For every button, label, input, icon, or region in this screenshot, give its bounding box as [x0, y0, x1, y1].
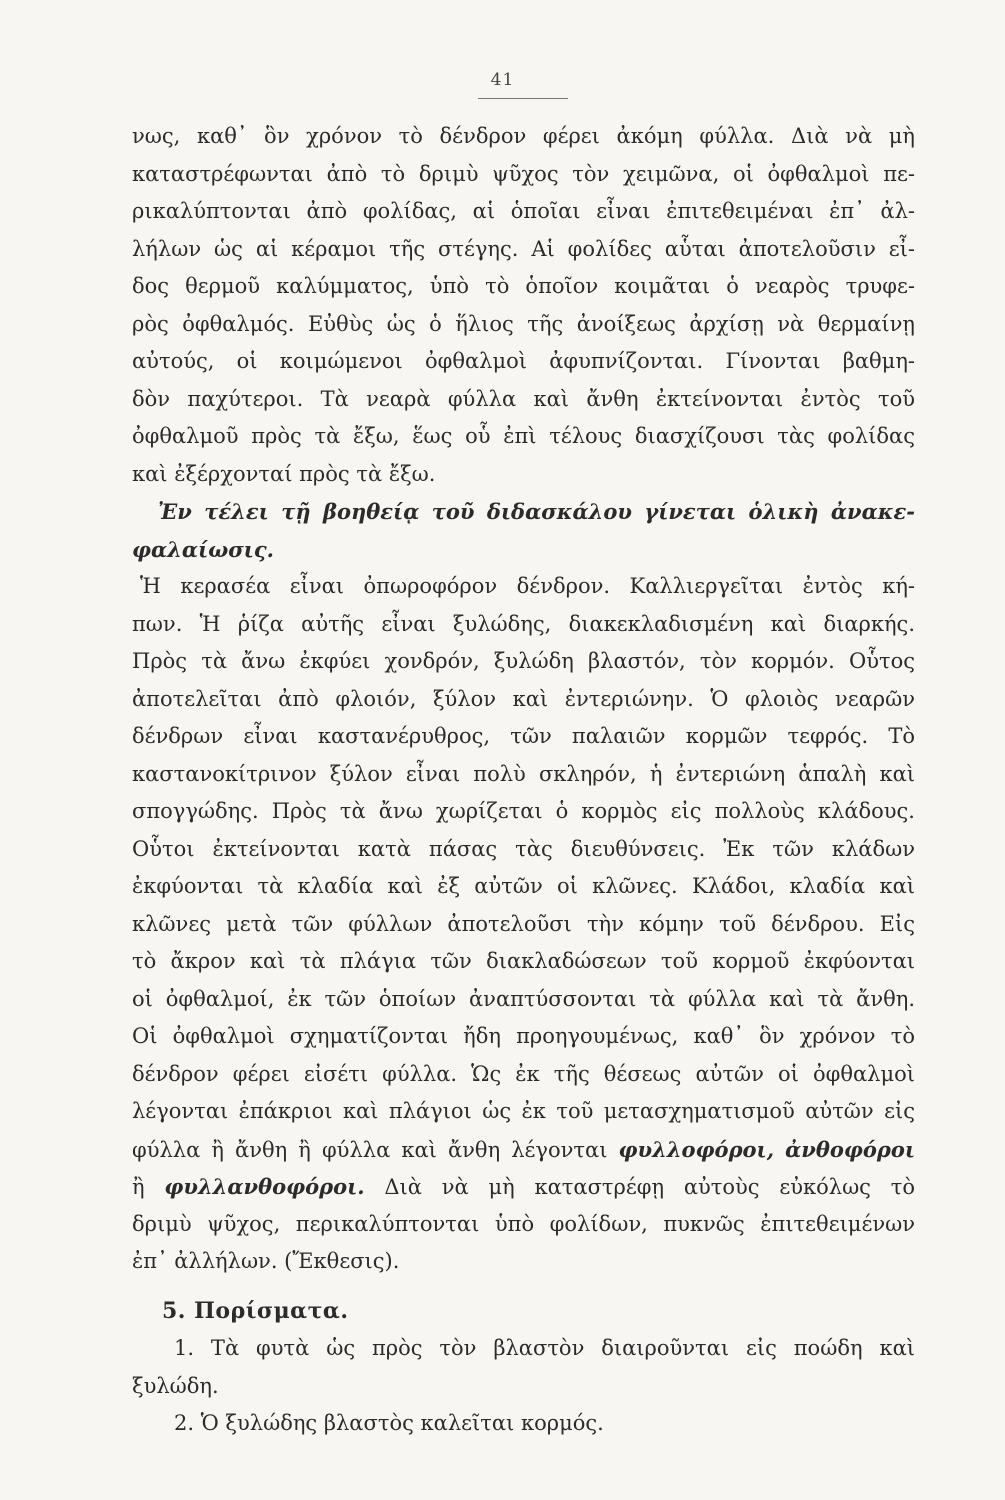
text-line: δένδρων εἶναι καστανέρυθρος, τῶν παλαιῶν κορμῶν τεφρός. Τὸ — [132, 724, 915, 748]
text-line: λέγονται ἐπάκριοι καὶ πλάγιοι ὡς ἐκ τοῦ μετασχηματισμοῦ αὐτῶν εἰς — [132, 1099, 915, 1123]
text-line: ἐκφύονται τὰ κλαδία καὶ ἐξ αὐτῶν οἱ κλῶνες. Κλάδοι, κλαδία καὶ — [132, 874, 915, 898]
text-segment: Διὰ νὰ μὴ καταστρέφῃ αὐτοὺς εὐκόλως τὸ — [364, 1175, 915, 1199]
text-line: Οἱ ὀφθαλμοὶ σχηματίζονται ἤδη προηγουμένως, καθ᾽ ὃν χρόνον τὸ — [132, 1024, 915, 1048]
text-line: νως, καθ᾽ ὃν χρόνον τὸ δένδρον φέρει ἀκόμη φύλλα. Διὰ νὰ μὴ — [132, 124, 915, 148]
conclusion-item-2: 2. Ὁ ξυλώδης βλαστὸς καλεῖται κορμός. — [174, 1411, 604, 1435]
text-line: οἱ ὀφθαλμοί, ἐκ τῶν ὁποίων ἀναπτύσσονται τὰ φύλλα καὶ τὰ ἄνθη. — [132, 986, 915, 1011]
paragraph-bud-protection — [132, 118, 915, 493]
text-line: δριμὺ ψῦχος, περικαλύπτονται ὑπὸ φολίδων, πυκνῶς ἐπιτεθειμένων — [132, 1211, 915, 1236]
term-anthophoroi: ἀνθοφόροι — [785, 1136, 915, 1162]
term-phyllophoroi: φυλλοφόροι, — [618, 1136, 775, 1162]
text-line: λήλων ὡς αἱ κέραμοι τῆς στέγης. Αἱ φολίδες αὗται ἀποτελοῦσιν εἶ- — [132, 236, 915, 261]
text-line: ρὸς ὀφθαλμός. Εὐθὺς ὡς ὁ ἥλιος τῆς ἀνοίξεως ἀρχίσῃ νὰ θερμαίνῃ — [132, 311, 915, 336]
text-line: ἐπ᾽ ἀλλήλων. (Ἔκθεσις). — [132, 1249, 400, 1273]
text-line: σπογγώδης. Πρὸς τὰ ἄνω χωρίζεται ὁ κορμὸς εἰς πολλοὺς κλάδους. — [132, 799, 915, 823]
text-line: ρικαλύπτονται ἀπὸ φολίδας, αἱ ὁποῖαι εἶναι ἐπιτεθειμέναι ἐπ᾽ ἀλ- — [132, 199, 915, 223]
text-line: καὶ ἐξέρχονταί πρὸς τὰ ἔξω. — [132, 461, 436, 486]
text-line: πων. Ἡ ῥίζα αὐτῆς εἶναι ξυλώδης, διακεκλαδισμένη καὶ διαρκής. — [132, 611, 915, 636]
section-heading-conclusions: 5. Πορίσματα. — [162, 1297, 349, 1324]
text-line: καταστρέφωνται ἀπὸ τὸ δριμὺ ψῦχος τὸν χειμῶνα, οἱ ὀφθαλμοὶ πε- — [132, 161, 915, 186]
paragraph-cherry-tree — [132, 568, 915, 1281]
page-number-rule — [478, 98, 568, 99]
text-line: δὸν παχύτεροι. Τὰ νεαρὰ φύλλα καὶ ἄνθη ἐκτείνονται ἐντὸς τοῦ — [132, 386, 915, 411]
text-segment: φύλλα ἢ ἄνθη ἢ φύλλα καὶ ἄνθη λέγονται — [132, 1137, 619, 1162]
conclusions-list — [132, 1330, 915, 1443]
term-phyllanthophoroi: φυλλανθοφόροι. — [164, 1174, 365, 1199]
text-line: αὐτούς, οἱ κοιμώμενοι ὀφθαλμοὶ ἀφυπνίζονται. Γίνονται βαθμη- — [132, 349, 915, 373]
text-line: ἀποτελεῖται ἀπὸ φλοιόν, ξύλον καὶ ἐντεριώνην. Ὁ φλοιὸς νεαρῶν — [132, 686, 915, 711]
text-line-with-terms — [132, 1168, 915, 1206]
summary-heading-line: Ἐν τέλει τῇ βοηθείᾳ τοῦ διδασκάλου γίνεται ὁλικὴ ἀνακε- — [158, 499, 915, 524]
text-line: κλῶνες μετὰ τῶν φύλλων ἀποτελοῦσι τὴν κόμην τοῦ δένδρου. Εἰς — [132, 911, 915, 936]
text-line: δος θερμοῦ καλύμματος, ὑπὸ τὸ ὁποῖον κοιμᾶται ὁ νεαρὸς τρυφε- — [132, 274, 915, 298]
text-segment: ἢ — [132, 1175, 165, 1199]
text-line: δένδρον φέρει εἰσέτι φύλλα. Ὡς ἐκ τῆς θέσεως αὐτῶν οἱ ὀφθαλμοὶ — [132, 1061, 915, 1086]
conclusion-item-1-continuation: ξυλώδη. — [132, 1373, 219, 1398]
page-number: 41 — [490, 70, 515, 90]
conclusion-item-1: 1. Τὰ φυτὰ ὡς πρὸς τὸν βλαστὸν διαιροῦνται εἰς ποώδη καὶ — [174, 1336, 915, 1360]
text-line: Πρὸς τὰ ἄνω ἐκφύει χονδρόν, ξυλώδη βλαστόν, τὸν κορμόν. Οὗτος — [132, 649, 915, 673]
page-body — [132, 118, 915, 1443]
text-line: Ἡ κερασέα εἶναι ὀπωροφόρον δένδρον. Καλλιεργεῖται ἐντὸς κή- — [140, 574, 915, 598]
text-line: Οὗτοι ἐκτείνονται κατὰ πάσας τὰς διευθύνσεις. Ἐκ τῶν κλάδων — [132, 836, 915, 861]
text-line: καστανοκίτρινον ξύλον εἶναι πολὺ σκληρόν, ἡ ἐντεριώνη ἁπαλὴ καὶ — [132, 761, 915, 786]
summary-heading — [132, 493, 915, 568]
text-line-with-terms — [132, 1131, 915, 1169]
text-line: τὸ ἄκρον καὶ τὰ πλάγια τῶν διακλαδώσεων τοῦ κορμοῦ ἐκφύονται — [132, 949, 915, 973]
text-line: ὀφθαλμοῦ πρὸς τὰ ἔξω, ἕως οὗ ἐπὶ τέλους διασχίζουσι τὰς φολίδας — [132, 424, 915, 448]
summary-heading-line: φαλαίωσις. — [132, 536, 274, 562]
